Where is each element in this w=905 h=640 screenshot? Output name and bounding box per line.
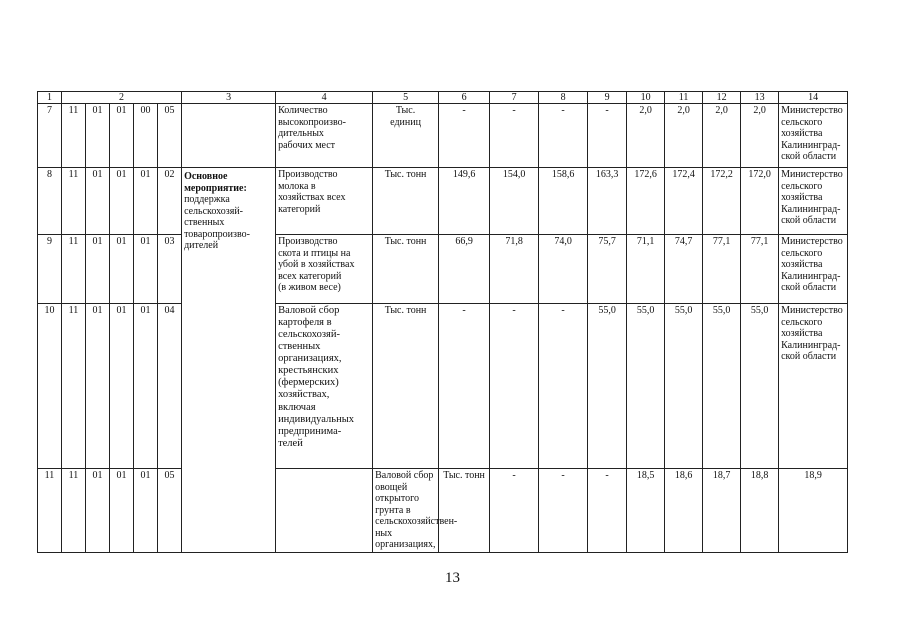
table-row xyxy=(38,168,848,235)
code-cell: 01 xyxy=(86,304,110,469)
header-cell: 8 xyxy=(539,92,588,104)
value-cell: 77,1 xyxy=(741,235,779,304)
row-number: 10 xyxy=(38,304,62,469)
event-title: Основное мероприятие: xyxy=(184,171,247,194)
header-cell: 6 xyxy=(439,92,490,104)
value-cell: - xyxy=(439,304,490,469)
responsible-cell: Министерство сельского хозяйства Калининград- ской области xyxy=(779,304,848,469)
indicator-cell: Производство скота и птицы на убой в хозяйствах всех категорий (в живом весе) xyxy=(276,235,373,304)
value-cell: 18,6 xyxy=(665,469,703,553)
value-cell: 71,8 xyxy=(490,235,539,304)
indicator-cell: Валовой сбор картофеля в сельскохозяй- ственных организациях, крестьянских (фермерских) хозяйствах, включая индивидуальных предпринима- телей xyxy=(276,304,373,469)
indicator-cell: Количество высокопроизво- дительных рабочих мест xyxy=(276,104,373,168)
page-number: 13 xyxy=(445,570,460,586)
unit-cell: Тыс. тонн xyxy=(373,168,439,235)
value-cell: - xyxy=(490,304,539,469)
value-cell: - xyxy=(539,304,588,469)
code-cell: 05 xyxy=(158,104,182,168)
value-cell: 18,5 xyxy=(627,469,665,553)
row-number: 11 xyxy=(38,469,62,553)
value-cell: - xyxy=(539,469,588,553)
value-cell: 74,0 xyxy=(539,235,588,304)
table-row xyxy=(38,469,848,553)
code-cell: 01 xyxy=(86,469,110,553)
value-cell: - xyxy=(588,104,627,168)
value-cell: 55,0 xyxy=(588,304,627,469)
value-cell: 2,0 xyxy=(703,104,741,168)
value-cell: 154,0 xyxy=(490,168,539,235)
value-cell: - xyxy=(539,104,588,168)
value-cell: 55,0 xyxy=(665,304,703,469)
header-cell: 9 xyxy=(588,92,627,104)
code-cell: 01 xyxy=(110,304,134,469)
header-cell: 12 xyxy=(703,92,741,104)
code-cell: 01 xyxy=(110,469,134,553)
table-row xyxy=(38,235,848,304)
value-cell: 18,8 xyxy=(741,469,779,553)
value-cell: 158,6 xyxy=(539,168,588,235)
code-cell: 04 xyxy=(158,304,182,469)
unit-cell: Тыс. единиц xyxy=(373,104,439,168)
value-cell: 149,6 xyxy=(439,168,490,235)
indicator-cell: Производство молока в хозяйствах всех категорий xyxy=(276,168,373,235)
code-cell: 02 xyxy=(158,168,182,235)
value-cell: - xyxy=(588,469,627,553)
header-cell: 1 xyxy=(38,92,62,104)
value-cell: 2,0 xyxy=(741,104,779,168)
header-cell: 7 xyxy=(490,92,539,104)
code-cell: 11 xyxy=(62,469,86,553)
code-cell: 11 xyxy=(62,104,86,168)
value-cell: 2,0 xyxy=(627,104,665,168)
code-cell: 03 xyxy=(158,235,182,304)
code-cell: 05 xyxy=(158,469,182,553)
row-number: 9 xyxy=(38,235,62,304)
value-cell: 77,1 xyxy=(703,235,741,304)
responsible-cell: Министерство сельского хозяйства Калининград- ской области xyxy=(779,168,848,235)
event-cell xyxy=(182,168,276,553)
value-cell: 2,0 xyxy=(665,104,703,168)
program-table xyxy=(37,91,848,553)
value-cell: 163,3 xyxy=(588,168,627,235)
code-cell: 01 xyxy=(110,168,134,235)
code-cell: 11 xyxy=(62,235,86,304)
header-cell: 3 xyxy=(182,92,276,104)
code-cell: 01 xyxy=(110,104,134,168)
row-number: 7 xyxy=(38,104,62,168)
unit-cell: Тыс. тонн xyxy=(373,235,439,304)
value-cell: 172,0 xyxy=(741,168,779,235)
value-cell: 66,9 xyxy=(439,235,490,304)
value-cell: 172,6 xyxy=(627,168,665,235)
header-cell: 11 xyxy=(665,92,703,104)
code-cell: 01 xyxy=(134,469,158,553)
responsible-cell: Министерство сельского хозяйства Калининград- ской области xyxy=(779,104,848,168)
value-cell: - xyxy=(490,469,539,553)
code-cell: 00 xyxy=(134,104,158,168)
value-cell: 74,7 xyxy=(665,235,703,304)
value-cell: 55,0 xyxy=(741,304,779,469)
code-cell: 01 xyxy=(134,168,158,235)
code-cell: 01 xyxy=(110,235,134,304)
unit-cell: Тыс. тонн xyxy=(373,304,439,469)
event-cell-empty xyxy=(276,469,373,553)
value-cell: 172,2 xyxy=(703,168,741,235)
header-cell: 4 xyxy=(276,92,373,104)
value-cell: - xyxy=(439,104,490,168)
indicator-cell: Валовой сбор овощей открытого грунта в сельскохозяйствен- ных организациях, xyxy=(373,469,439,553)
header-cell: 5 xyxy=(373,92,439,104)
value-cell: 172,4 xyxy=(665,168,703,235)
table-row xyxy=(38,304,848,469)
value-cell: - xyxy=(490,104,539,168)
code-cell: 01 xyxy=(86,104,110,168)
table-row xyxy=(38,104,848,168)
responsible-cell: Министерство сельского хозяйства Калининград- ской области xyxy=(779,235,848,304)
code-cell: 01 xyxy=(86,168,110,235)
header-cell: 10 xyxy=(627,92,665,104)
unit-cell: Тыс. тонн xyxy=(439,469,490,553)
header-row xyxy=(38,92,848,104)
code-cell: 11 xyxy=(62,304,86,469)
value-cell: 71,1 xyxy=(627,235,665,304)
header-cell: 2 xyxy=(62,92,182,104)
code-cell: 01 xyxy=(134,304,158,469)
code-cell: 01 xyxy=(134,235,158,304)
value-cell: 18,9 xyxy=(779,469,848,553)
value-cell: 18,7 xyxy=(703,469,741,553)
value-cell: 55,0 xyxy=(627,304,665,469)
event-text: поддержка сельскохозяй- ственных товаропроизво- дителей xyxy=(184,194,250,251)
value-cell: 55,0 xyxy=(703,304,741,469)
code-cell: 01 xyxy=(86,235,110,304)
row-number: 8 xyxy=(38,168,62,235)
header-cell: 13 xyxy=(741,92,779,104)
header-cell: 14 xyxy=(779,92,848,104)
code-cell: 11 xyxy=(62,168,86,235)
event-cell-empty xyxy=(182,104,276,168)
value-cell: 75,7 xyxy=(588,235,627,304)
